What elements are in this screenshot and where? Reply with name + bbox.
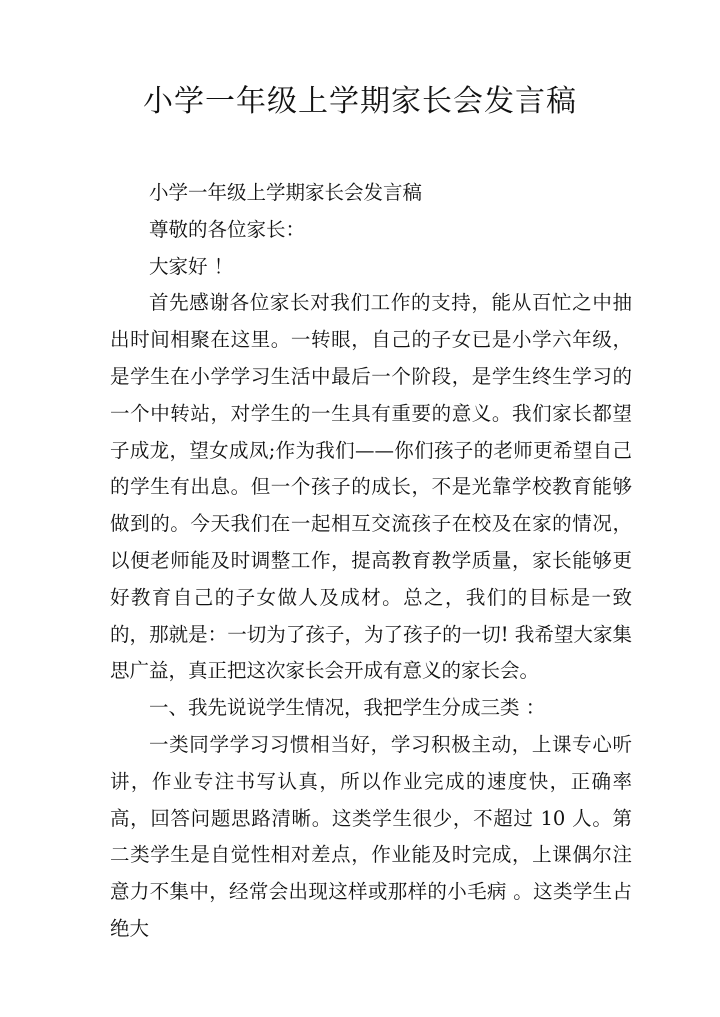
paragraph-student-types: 一类同学学习习惯相当好，学习积极主动，上课专心听讲，作业专注书写认真，所以作业完成的速度快，正确率高，回答问题思路清晰。这类学生很少，不超过 10 人。第二类学生是自觉性相对差点，作业能及时完成，上课偶尔注意力不集中，经常会出现这样或那样的小毛病 。这类学生占绝大: [110, 732, 632, 940]
paragraph-subtitle: 小学一年级上学期家长会发言稿: [149, 181, 423, 204]
paragraph-intro: 首先感谢各位家长对我们工作的支持，能从百忙之中抽出时间相聚在这里。一转眼，自己的子女已是小学六年级，是学生在小学学习生活中最后一个阶段，是学生终生学习的一个中转站，对学生的一生具有重要的意义。我们家长都望子成龙，望女成凤;作为我们——你们孩子的老师更希望自己的学生有出息。但一个孩子的成长，不是光靠学校教育能够做到的。今天我们在一起相互交流孩子在校及在家的情况，以便老师能及时调整工作，提高教育教学质量，家长能够更好教育自己的子女做人及成材。总之，我们的目标是一致的，那就是：一切为了孩子，为了孩子的一切! 我希望大家集思广益，真正把这次家长会开成有意义的家长会。: [110, 291, 632, 683]
document-title: 小学一年级上学期家长会发言稿: [143, 84, 577, 119]
paragraph-greeting: 大家好 ！: [149, 254, 234, 278]
paragraph-salutation: 尊敬的各位家长：: [149, 217, 306, 241]
paragraph-section-heading: 一、我先说说学生情况，我把学生分成三类 ：: [149, 696, 546, 720]
document-body: [110, 175, 632, 948]
